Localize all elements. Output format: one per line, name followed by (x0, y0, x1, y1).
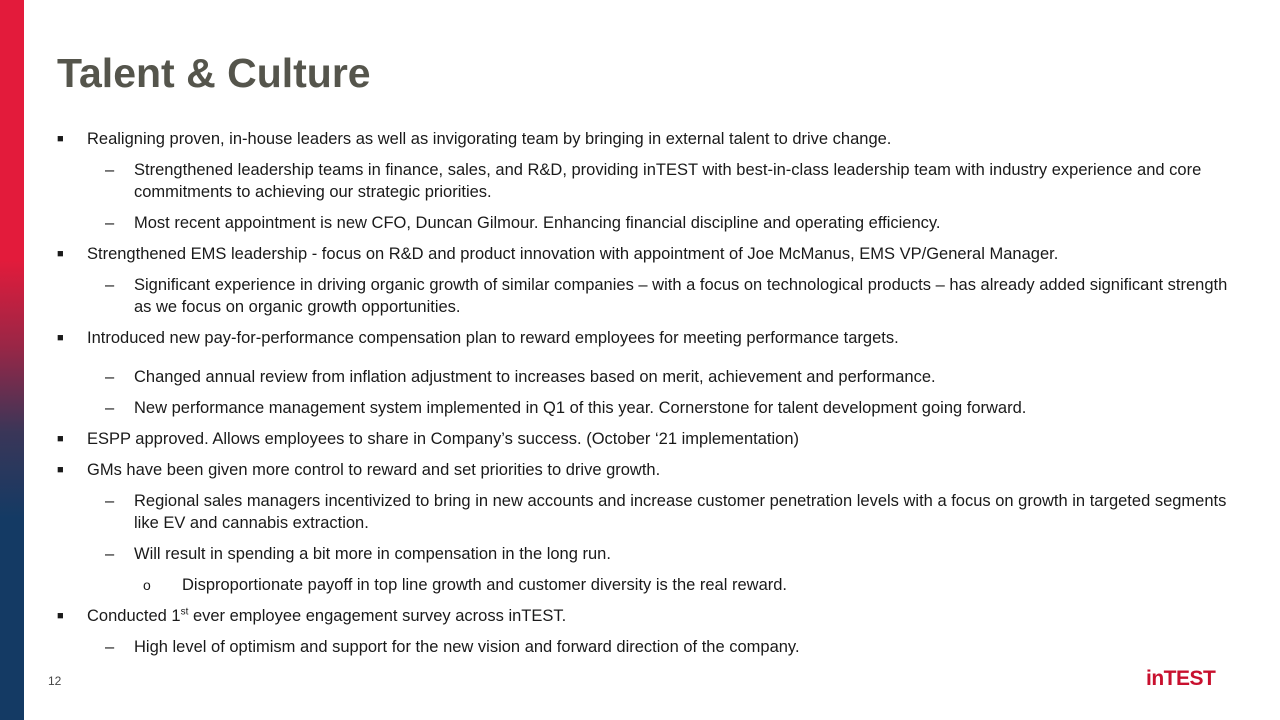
sub-sub-bullet-text: Disproportionate payoff in top line growth and customer diversity is the real reward. (182, 576, 787, 594)
sub-bullet-item (57, 212, 1237, 234)
bullet-text: Introduced new pay-for-performance compensation plan to reward employees for meeting performance targets. (87, 329, 899, 347)
dash-bullet-icon: – (105, 276, 115, 294)
square-bullet-icon: ■ (57, 610, 64, 622)
sub-bullet-text: Regional sales managers incentivized to bring in new accounts and increase customer penetration levels with a focus on growth in targeted segments like EV and cannabis extraction. (134, 492, 1227, 532)
dash-bullet-icon: – (105, 368, 115, 386)
dash-bullet-icon: – (105, 399, 115, 417)
sub-bullet-text: Changed annual review from inflation adjustment to increases based on merit, achievement and performance. (134, 368, 936, 386)
sub-bullet-text: Most recent appointment is new CFO, Duncan Gilmour. Enhancing financial discipline and operating efficiency. (134, 214, 941, 232)
sub-bullet-text: Significant experience in driving organic growth of similar companies – with a focus on technological products – has already added significant strength as we focus on organic growth opportunities. (134, 276, 1228, 316)
bullet-text: GMs have been given more control to reward and set priorities to drive growth. (87, 461, 661, 479)
bullet-text-start: Conducted 1 (87, 607, 181, 625)
bullet-item (57, 459, 1237, 481)
square-bullet-icon: ■ (57, 248, 64, 260)
dash-bullet-icon: – (105, 161, 115, 179)
bullet-text: ESPP approved. Allows employees to share in Company’s success. (October ‘21 implementation) (87, 430, 799, 448)
sub-bullet-text: Strengthened leadership teams in finance, sales, and R&D, providing inTEST with best-in-class leadership team with industry experience and core commitments to achieving our strategic priorities. (134, 161, 1202, 201)
bullet-item (57, 128, 1237, 150)
bullet-item (57, 605, 1237, 627)
slide-title: Talent & Culture (57, 50, 371, 96)
bullet-item (57, 428, 1237, 450)
circle-bullet-icon: o (143, 577, 151, 593)
sub-bullet-text: High level of optimism and support for the new vision and forward direction of the company. (134, 638, 800, 656)
sub-bullet-text: Will result in spending a bit more in compensation in the long run. (134, 545, 611, 563)
sub-sub-bullet-item (57, 574, 1237, 596)
square-bullet-icon: ■ (57, 133, 64, 145)
sub-bullet-item (57, 636, 1237, 658)
sub-bullet-item (57, 397, 1237, 419)
sub-bullet-item (57, 274, 1237, 318)
bullet-item (57, 327, 1237, 349)
square-bullet-icon: ■ (57, 433, 64, 445)
square-bullet-icon: ■ (57, 332, 64, 344)
dash-bullet-icon: – (105, 638, 115, 656)
bullet-text-end: ever employee engagement survey across inTEST. (188, 607, 567, 625)
sub-bullet-text: New performance management system implemented in Q1 of this year. Cornerstone for talent development going forward. (134, 399, 1027, 417)
sub-bullet-item (57, 159, 1237, 203)
sub-bullet-item (57, 543, 1237, 565)
dash-bullet-icon: – (105, 545, 115, 563)
page-number: 12 (48, 674, 62, 688)
sub-bullet-item (57, 366, 1237, 388)
intest-logo: inTEST (1146, 667, 1216, 690)
sub-bullet-item (57, 490, 1237, 534)
side-accent-bar (0, 0, 24, 720)
bullet-item (57, 243, 1237, 265)
dash-bullet-icon: – (105, 214, 115, 232)
bullet-list (57, 128, 1237, 658)
dash-bullet-icon: – (105, 492, 115, 510)
bullet-text: Strengthened EMS leadership - focus on R&D and product innovation with appointment of Joe McManus, EMS VP/General Manager. (87, 245, 1059, 263)
bullet-text: Realigning proven, in-house leaders as well as invigorating team by bringing in external talent to drive change. (87, 130, 892, 148)
square-bullet-icon: ■ (57, 464, 64, 476)
ordinal-superscript: st (180, 606, 189, 618)
